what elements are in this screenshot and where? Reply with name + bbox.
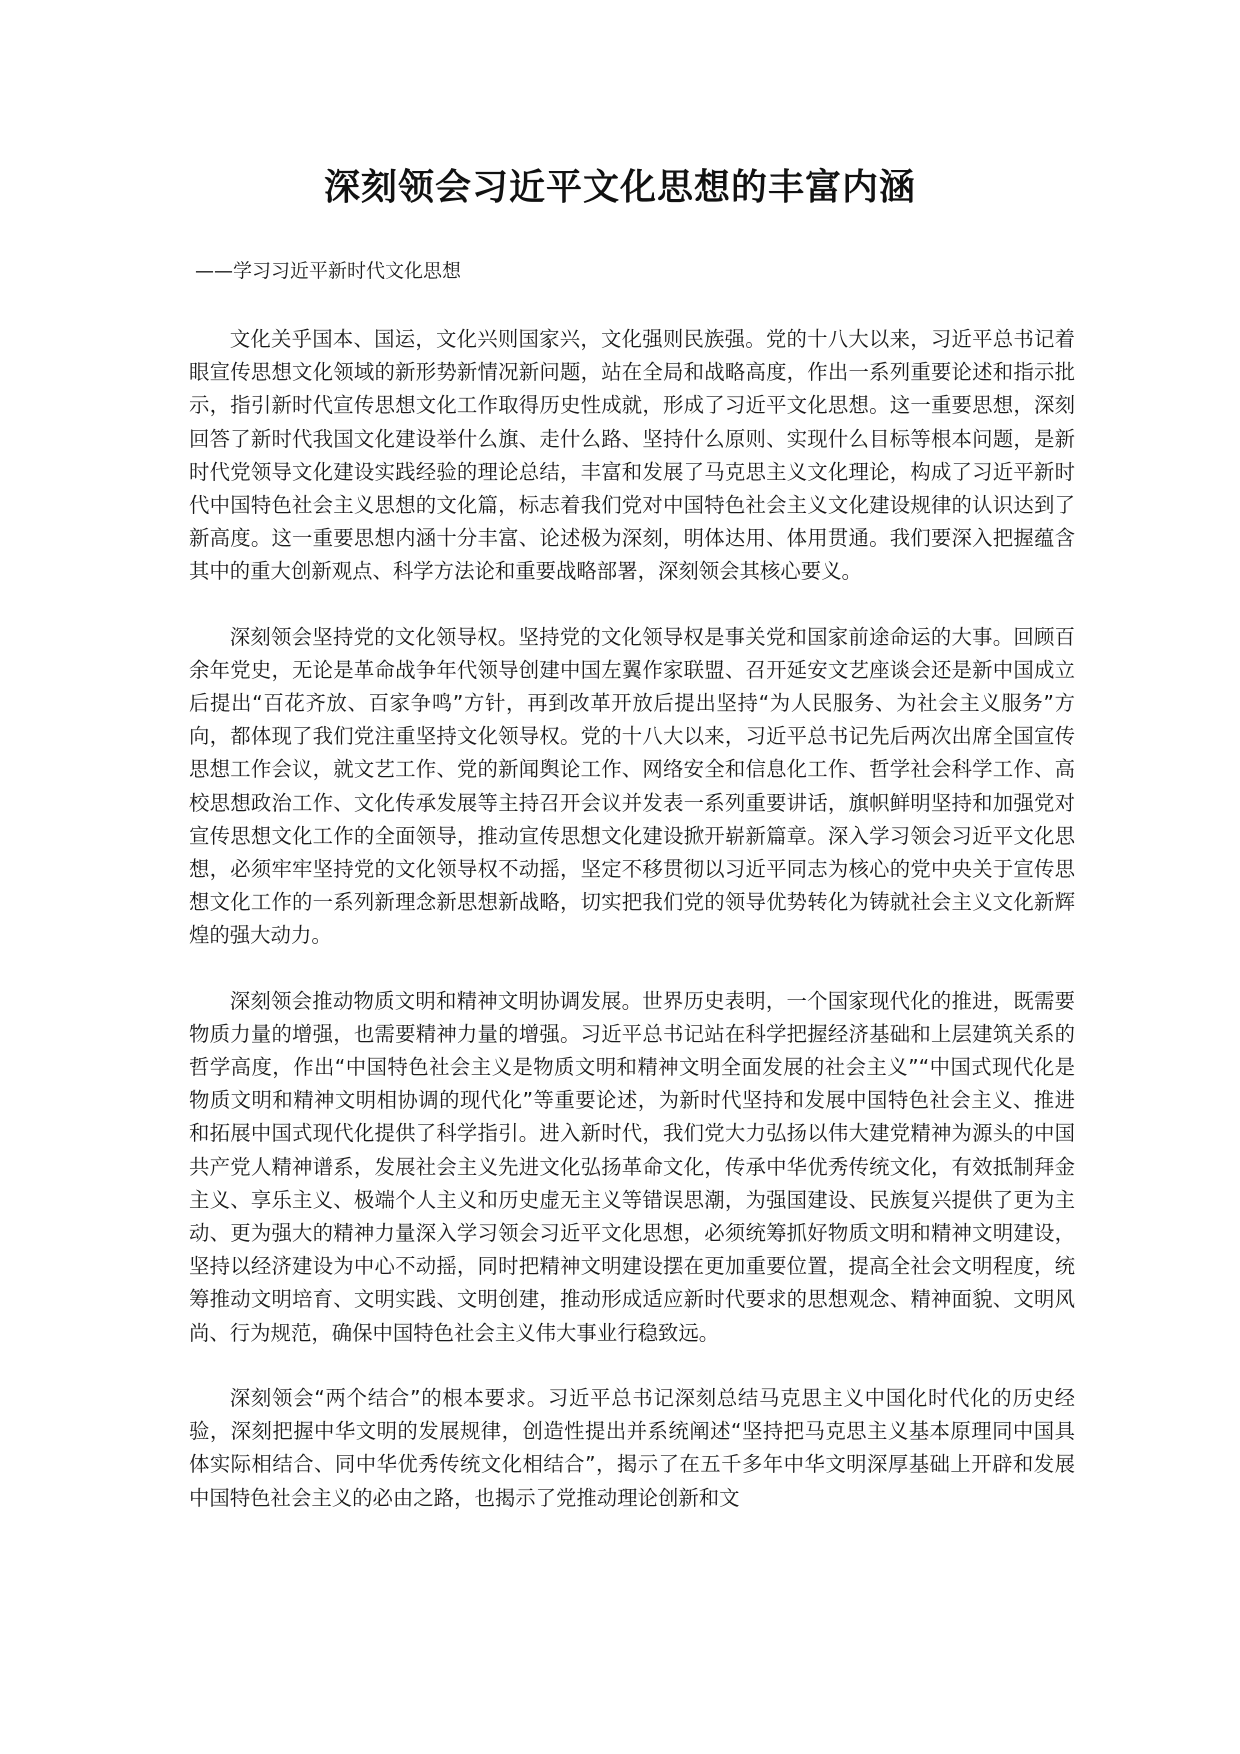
document-body — [189, 323, 1075, 1547]
paragraph-cultural-leadership: 深刻领会坚持党的文化领导权。坚持党的文化领导权是事关党和国家前途命运的大事。回顾百余年党史，无论是革命战争年代领导创建中国左翼作家联盟、召开延安文艺座谈会还是新中国成立后提出“百花齐放、百家争鸣”方针，再到改革开放后提出坚持“为人民服务、为社会主义服务”方向，都体现了我们党注重坚持文化领导权。党的十八大以来，习近平总书记先后两次出席全国宣传思想工作会议，就文艺工作、党的新闻舆论工作、网络安全和信息化工作、哲学社会科学工作、高校思想政治工作、文化传承发展等主持召开会议并发表一系列重要讲话，旗帜鲜明坚持和加强党对宣传思想文化工作的全面领导，推动宣传思想文化建设掀开崭新篇章。深入学习领会习近平文化思想，必须牢牢坚持党的文化领导权不动摇，坚定不移贯彻以习近平同志为核心的党中央关于宣传思想文化工作的一系列新理念新思想新战略，切实把我们党的领导优势转化为铸就社会主义文化新辉煌的强大动力。 — [189, 624, 1075, 948]
paragraph-two-integrations: 深刻领会“两个结合”的根本要求。习近平总书记深刻总结马克思主义中国化时代化的历史经验，深刻把握中华文明的发展规律，创造性提出并系统阐述“坚持把马克思主义基本原理同中国具体实际相结合、同中华优秀传统文化相结合”，揭示了在五千多年中华文明深厚基础上开辟和发展中国特色社会主义的必由之路，也揭示了党推动理论创新和文 — [189, 1385, 1075, 1510]
paragraph-intro: 文化关乎国本、国运，文化兴则国家兴，文化强则民族强。党的十八大以来，习近平总书记着眼宣传思想文化领域的新形势新情况新问题，站在全局和战略高度，作出一系列重要论述和指示批示，指引新时代宣传思想文化工作取得历史性成就，形成了习近平文化思想。这一重要思想，深刻回答了新时代我国文化建设举什么旗、走什么路、坚持什么原则、实现什么目标等根本问题，是新时代党领导文化建设实践经验的理论总结，丰富和发展了马克思主义文化理论，构成了习近平新时代中国特色社会主义思想的文化篇，标志着我们党对中国特色社会主义文化建设规律的认识达到了新高度。这一重要思想内涵十分丰富、论述极为深刻，明体达用、体用贯通。我们要深入把握蕴含其中的重大创新观点、科学方法论和重要战略部署，深刻领会其核心要义。 — [189, 327, 1075, 584]
document-title: 深刻领会习近平文化思想的丰富内涵 — [323, 167, 916, 208]
document-subtitle: ——学习习近平新时代文化思想 — [195, 260, 462, 282]
paragraph-material-spiritual: 深刻领会推动物质文明和精神文明协调发展。世界历史表明，一个国家现代化的推进，既需要物质力量的增强，也需要精神力量的增强。习近平总书记站在科学把握经济基础和上层建筑关系的哲学高度，作出“中国特色社会主义是物质文明和精神文明全面发展的社会主义”“中国式现代化是物质文明和精神文明相协调的现代化”等重要论述，为新时代坚持和发展中国特色社会主义、推进和拓展中国式现代化提供了科学指引。进入新时代，我们党大力弘扬以伟大建党精神为源头的中国共产党人精神谱系，发展社会主义先进文化弘扬革命文化，传承中华优秀传统文化，有效抵制拜金主义、享乐主义、极端个人主义和历史虚无主义等错误思潮，为强国建设、民族复兴提供了更为主动、更为强大的精神力量深入学习领会习近平文化思想，必须统筹抓好物质文明和精神文明建设，坚持以经济建设为中心不动摇，同时把精神文明建设摆在更加重要位置，提高全社会文明程度，统筹推动文明培育、文明实践、文明创建，推动形成适应新时代要求的思想观念、精神面貌、文明风尚、行为规范，确保中国特色社会主义伟大事业行稳致远。 — [189, 988, 1075, 1345]
